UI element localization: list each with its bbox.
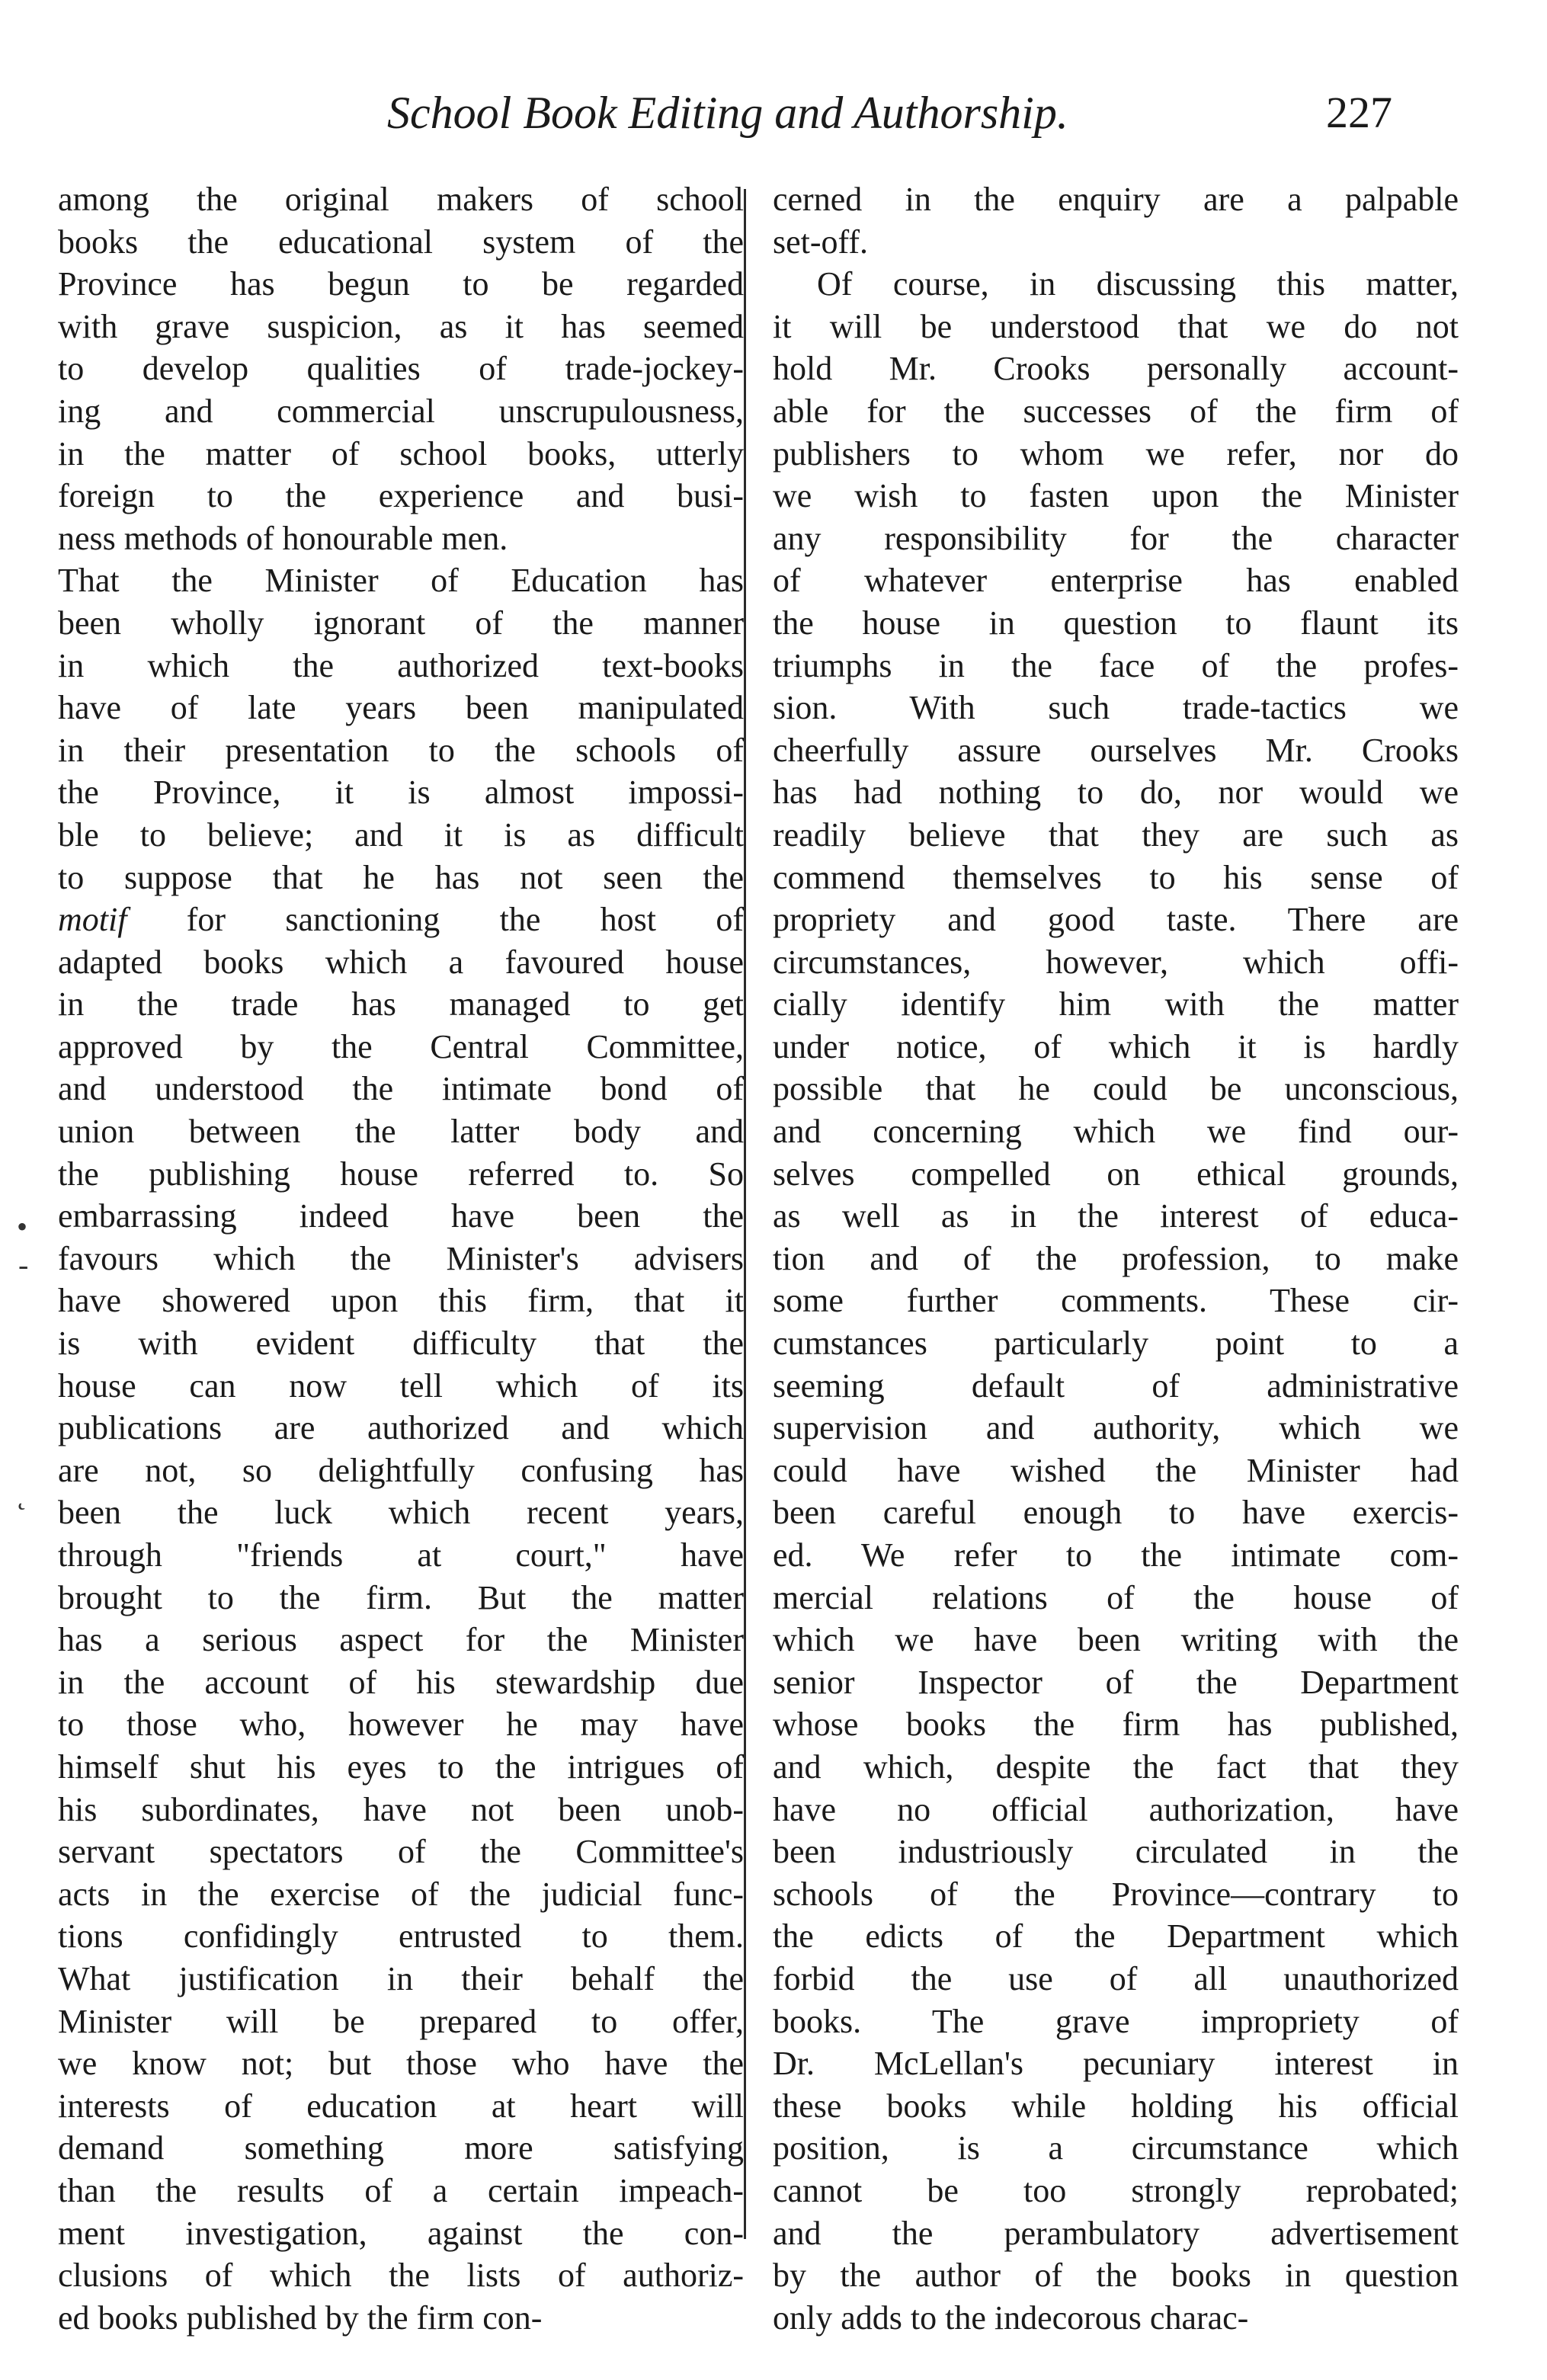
text-line: union between the latter body and: [58, 1113, 744, 1151]
text-line: commend themselves to his sense of: [773, 858, 1459, 896]
text-line: by the author of the books in question: [773, 2257, 1459, 2295]
text-line: have showered upon this firm, that it: [58, 1282, 744, 1320]
text-line: in which the authorized text-books: [58, 646, 744, 684]
text-line: foreign to the experience and busi-: [58, 477, 744, 515]
text-line: and which, despite the fact that they: [773, 1747, 1459, 1786]
text-line: position, is a circumstance which: [773, 2129, 1459, 2167]
text-line: whose books the firm has published,: [773, 1706, 1459, 1744]
text-line: adapted books which a favoured house: [58, 943, 744, 981]
text-line: motif for sanctioning the host of: [58, 901, 744, 939]
text-line: is with evident difficulty that the: [58, 1325, 744, 1363]
text-line: clusions of which the lists of authoriz-: [58, 2257, 744, 2295]
text-line: the publishing house referred to. So: [58, 1155, 744, 1193]
text-line: acts in the exercise of the judicial func-: [58, 1875, 744, 1913]
margin-mark: •: [17, 1209, 28, 1244]
text-line: these books while holding his official: [773, 2087, 1459, 2125]
text-line: tions confidingly entrusted to them.: [58, 1917, 744, 1956]
text-line: Minister will be prepared to offer,: [58, 2002, 744, 2040]
text-line: circumstances, however, which offi-: [773, 943, 1459, 981]
text-line: books the educational system of the: [58, 223, 744, 261]
text-line: his subordinates, have not been unob-: [58, 1790, 744, 1828]
text-line: we wish to fasten upon the Minister: [773, 477, 1459, 515]
margin-mark: ˛: [17, 1476, 27, 1510]
text-line: been careful enough to have exercis-: [773, 1494, 1459, 1532]
text-line: some further comments. These cir-: [773, 1282, 1459, 1320]
text-line: to those who, however he may have: [58, 1706, 744, 1744]
text-line: with grave suspicion, as it has seemed: [58, 307, 744, 345]
text-line: possible that he could be unconscious,: [773, 1070, 1459, 1108]
text-line: set-off.: [773, 223, 869, 261]
text-line: through "friends at court," have: [58, 1536, 744, 1574]
text-line: demand something more satisfying: [58, 2129, 744, 2167]
text-line: selves compelled on ethical grounds,: [773, 1155, 1459, 1193]
page-number: 227: [1326, 88, 1392, 137]
text-line: mercial relations of the house of: [773, 1578, 1459, 1616]
text-line: forbid the use of all unauthorized: [773, 1959, 1459, 1997]
text-line: house can now tell which of its: [58, 1366, 744, 1405]
text-line: propriety and good taste. There are: [773, 901, 1459, 939]
text-line: servant spectators of the Committee's: [58, 1833, 744, 1871]
left-text-column: [58, 178, 744, 2339]
text-line: has had nothing to do, nor would we: [773, 774, 1459, 812]
text-line: seeming default of administrative: [773, 1366, 1459, 1405]
text-line: been the luck which recent years,: [58, 1494, 744, 1532]
text-line: ness methods of honourable men.: [58, 519, 508, 557]
text-line: publications are authorized and which: [58, 1409, 744, 1447]
italic-word: motif: [58, 901, 127, 939]
text-line: publishers to whom we refer, nor do: [773, 434, 1459, 472]
running-title: School Book Editing and Authorship.: [387, 88, 1068, 138]
text-line: readily believe that they are such as: [773, 815, 1459, 854]
text-line: books. The grave impropriety of: [773, 2002, 1459, 2040]
text-line: the Province, it is almost impossi-: [58, 774, 744, 812]
text-line: have no official authorization, have: [773, 1790, 1459, 1828]
text-line: than the results of a certain impeach-: [58, 2171, 744, 2209]
text-line: ing and commercial unscrupulousness,: [58, 392, 744, 430]
text-line: the house in question to flaunt its: [773, 604, 1459, 642]
text-line: are not, so delightfully confusing has: [58, 1451, 744, 1489]
text-line: to develop qualities of trade-jockey-: [58, 350, 744, 388]
text-line: ed books published by the firm con-: [58, 2298, 543, 2337]
text-line: schools of the Province—contrary to: [773, 1875, 1459, 1913]
text-line: senior Inspector of the Department: [773, 1663, 1459, 1701]
text-line: himself shut his eyes to the intrigues of: [58, 1747, 744, 1786]
text-line: been industriously circulated in the: [773, 1833, 1459, 1871]
text-line: and the perambulatory advertisement: [773, 2214, 1459, 2252]
text-line: any responsibility for the character: [773, 519, 1459, 557]
text-line: triumphs in the face of the profes-: [773, 646, 1459, 684]
text-line: under notice, of which it is hardly: [773, 1027, 1459, 1065]
text-line: among the original makers of school: [58, 181, 744, 218]
text-line: hold Mr. Crooks personally account-: [773, 350, 1459, 388]
text-line: and concerning which we find our-: [773, 1113, 1459, 1151]
text-line: which we have been writing with the: [773, 1621, 1459, 1659]
text-line: What justification in their behalf the: [58, 1959, 744, 1997]
text-line: ment investigation, against the con-: [58, 2214, 744, 2252]
text-line: been wholly ignorant of the manner: [58, 604, 744, 642]
text-line: to suppose that he has not seen the: [58, 858, 744, 896]
text-line: able for the successes of the firm of: [773, 392, 1459, 430]
text-line: in the matter of school books, utterly: [58, 434, 744, 472]
text-line: and understood the intimate bond of: [58, 1070, 744, 1108]
text-line: cheerfully assure ourselves Mr. Crooks: [773, 731, 1459, 769]
text-line: in the trade has managed to get: [58, 985, 744, 1023]
text-line: Province has begun to be regarded: [58, 265, 744, 303]
text-line: cannot be too strongly reprobated;: [773, 2171, 1459, 2209]
text-line: we know not; but those who have the: [58, 2045, 744, 2083]
text-line: Of course, in discussing this matter,: [817, 265, 1459, 303]
text-line: brought to the firm. But the matter: [58, 1578, 744, 1616]
column-divider: [744, 189, 746, 2239]
text-line: the edicts of the Department which: [773, 1917, 1459, 1956]
text-line: That the Minister of Education has: [58, 562, 744, 600]
text-line: has a serious aspect for the Minister: [58, 1621, 744, 1659]
text-line: in the account of his stewardship due: [58, 1663, 744, 1701]
text-line: interests of education at heart will: [58, 2087, 744, 2125]
text-line: it will be understood that we do not: [773, 307, 1459, 345]
text-line: have of late years been manipulated: [58, 689, 744, 727]
margin-mark: -: [18, 1248, 29, 1282]
text-line: cerned in the enquiry are a palpable: [773, 181, 1459, 218]
text-line: embarrassing indeed have been the: [58, 1197, 744, 1235]
text-line: as well as in the interest of educa-: [773, 1197, 1459, 1235]
text-line: approved by the Central Committee,: [58, 1027, 744, 1065]
text-line: only adds to the indecorous charac-: [773, 2298, 1249, 2337]
text-line: ed. We refer to the intimate com-: [773, 1536, 1459, 1574]
text-line: cially identify him with the matter: [773, 985, 1459, 1023]
running-header: [0, 82, 1547, 151]
text-line: ble to believe; and it is as difficult: [58, 815, 744, 854]
text-line: in their presentation to the schools of: [58, 731, 744, 769]
text-line: Dr. McLellan's pecuniary interest in: [773, 2045, 1459, 2083]
text-line: supervision and authority, which we: [773, 1409, 1459, 1447]
text-line: tion and of the profession, to make: [773, 1239, 1459, 1277]
text-line: could have wished the Minister had: [773, 1451, 1459, 1489]
text-line: cumstances particularly point to a: [773, 1325, 1459, 1363]
text-line: of whatever enterprise has enabled: [773, 562, 1459, 600]
right-text-column: [773, 178, 1459, 2339]
text-line: sion. With such trade-tactics we: [773, 689, 1459, 727]
text-line: favours which the Minister's advisers: [58, 1239, 744, 1277]
